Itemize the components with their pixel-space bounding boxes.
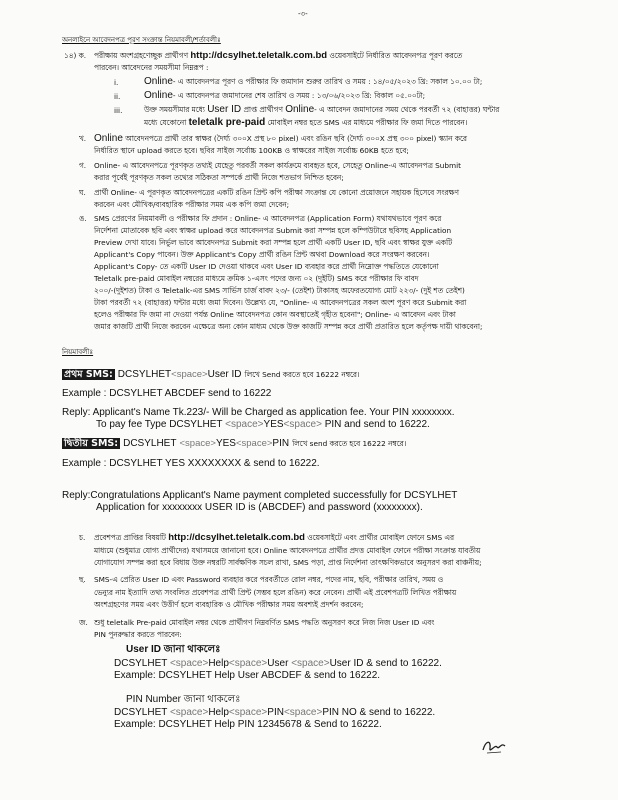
item-chha-line3: অংশগ্রহণের সময় এবং উত্তীর্ণ হলে ব্যবহারিক ও মৌখিক পরীক্ষার সময় অবশ্যই প্রদর্শন করবেন; (94, 600, 364, 609)
text: DCSYLHET (114, 707, 168, 718)
item-uma-line: জমার কাজটি প্রার্থী নিজে করবেন এক্ষেত্রে অন্য কোন মাধ্যম থেকে উক্ত কাজটি সম্পন্ন করে প্রার্থী প্রতারিত হলে কর্তৃপক্ষ দায়ী থাকবেনা; (94, 322, 483, 331)
text: পরীক্ষায় অংশগ্রহণেচ্ছুক প্রার্থীগণ (94, 51, 189, 60)
item-uma-line: হলেও পরীক্ষার ফি জমা না দেওয়া পর্যন্ত Online আবেদনপত্র কোন অবস্থাতেই গৃহীত হবেনা"; Online- এ আবেদন এবং টাকা (94, 310, 456, 319)
section-title: অনলাইনে আবেদনপত্র পূরণ সংক্রান্ত নিয়মাবলী/শর্তাবলীঃ (62, 36, 221, 44)
text: প্রাপ্ত প্রার্থীগণ (243, 105, 283, 114)
text: PIN (267, 707, 284, 718)
sms1-example: Example : DCSYLHET ABCDEF send to 16222 (62, 388, 272, 399)
page-number: -৩- (298, 10, 308, 18)
text: User (267, 658, 289, 669)
pin-example: Example: DCSYLHET Help PIN 12345678 & Send to 16222. (114, 719, 382, 730)
text: <space> (283, 707, 323, 718)
text: User ID (207, 104, 242, 115)
text: <space> (291, 658, 330, 669)
sms2-instruction (62, 437, 406, 450)
sub-iii-num: iii. (114, 106, 123, 115)
sms2-example: Example : DCSYLHET YES XXXXXXXX & send to 16222. (62, 458, 320, 469)
text: প্রবেশপত্র প্রাপ্তির বিষয়টি (94, 533, 166, 542)
item14-line2: পারবেন। আবেদনের সময়সীমা নিম্নরূপ : (94, 63, 209, 72)
text: PIN and send to 16222. (324, 419, 430, 430)
website-link[interactable]: http://dcsylhet.teletalk.com.bd (190, 50, 328, 61)
userid-known-heading: User ID জানা থাকলেঃ (126, 644, 221, 655)
text: Help (208, 707, 229, 718)
item-cha-line3: যোগাযোগ সম্পন্ন করা হবে বিধায় উক্ত নম্বরটি সার্বক্ষণিক সচল রাখা, SMS পড়া, প্রাপ্ত নির্দেশনা তাৎক্ষণিকভাবে অনুসরণ করা বাঞ্চনীয়; (94, 558, 482, 567)
item-cha-line2: মাধ্যমে (শুধুমাত্র যোগ্য প্রার্থীদের) যথাসময়ে জানানো হবে। Online আবেদনপত্রে প্রার্থীর প্রদত্ত মোবাইল ফোনে পরীক্ষা সংক্রান্ত যাবতীয় (94, 546, 481, 555)
item-number: ১৪) ক. (64, 51, 87, 60)
sub-i (144, 76, 482, 88)
sms2-tag: দ্বিতীয় SMS: (64, 438, 119, 449)
item-kha-line1 (94, 133, 467, 145)
item-uma-line: SMS প্রেরণের নিয়মাবলী ও পরীক্ষার ফি প্রদান : Online- এ আবেদনপত্র (Application Form) যথাযথভাবে পূরণ করে (94, 214, 442, 223)
text: <space> (235, 438, 273, 449)
text: YES (215, 438, 236, 449)
item14-line1 (94, 50, 462, 62)
text: Help (208, 658, 229, 669)
text: DCSYLHET (114, 658, 168, 669)
text: - এ আবেদন জমাদানের সময় থেকে পরবর্তী ৭২ (বাহাত্তর) ঘন্টার (314, 105, 500, 114)
item-uma-line: Applicant's Copy পাবেন। উক্ত Applicant's Copy প্রার্থী রঙিন প্রিন্ট অথবা Download করে সংরক্ষণ করবেন। (94, 250, 430, 259)
pin-known-heading: PIN Number জানা থাকলেঃ (126, 694, 241, 705)
text: YES (263, 419, 284, 430)
text: ওয়েবসাইটে নির্ধারিত আবেদনপত্র পূরণ করতে (329, 51, 463, 60)
sms1-reply-line2 (96, 419, 430, 431)
item-ga-line1: Online- এ আবেদনপত্রে পূরণকৃত তথ্যই যেহেতু পরবর্তী সকল কার্যক্রমে ব্যবহৃত হবে, সেহেতু Online-এ আবেদনপত্র Submit (94, 161, 462, 170)
item-cha-line1 (94, 532, 454, 544)
text: <space> (225, 419, 264, 430)
text: মোবাইল নম্বর হতে SMS এর মাধ্যমে পরীক্ষার ফি জমা দিতে পারবেন। (267, 118, 468, 127)
text: <space> (171, 369, 208, 380)
sms2-reply-line2: Application for xxxxxxxx USER ID is (ABCDEF) and password (xxxxxxxx). (96, 502, 423, 513)
text: PIN (272, 438, 290, 449)
text: <space> (169, 707, 209, 718)
sms2-reply: Reply:Congratulations Applicant's Name payment completed successfully for DCSYLHET (62, 490, 458, 501)
item-kha-num: খ. (79, 134, 87, 143)
text: DCSYLHET (123, 438, 177, 449)
sms1-instruction (62, 368, 360, 381)
website-link[interactable]: http://dcsylhet.teletalk.com.bd (168, 532, 305, 543)
item-uma-line: Applicant's Copy- তে একটি User ID দেওয়া থাকবে এবং User ID ব্যবহার করে প্রার্থী নিম্নোক্ত পদ্ধতিতে যেকোনো (94, 262, 439, 271)
text: - এ আবেদনপত্র জমাদানের শেষ তারিখ ও সময় : ১৩/০৬/২০২৩ খ্রি: বিকাল ০৫.০০টা; (172, 91, 426, 100)
text: Online (144, 76, 173, 87)
userid-command (114, 658, 442, 670)
item-uma-line: Preview দেখা যাবে। নির্ভুল ভাবে আবেদনপত্র Submit করা সম্পন্ন হলে প্রার্থী একটি User ID, ছবি এবং স্বাক্ষর যুক্ত একটি (94, 238, 453, 247)
sms1-tag: প্রথম SMS: (64, 369, 113, 380)
text: ওয়েবসাইটে এবং প্রার্থীর মোবাইল ফোনে SMS এর (307, 533, 455, 542)
text: - এ আবেদনপত্র পূরণ ও পরীক্ষার ফি জমাদান শুরুর তারিখ ও সময় : ১৪/০৫/২০২৩ খ্রি: সকাল ১০.০০ টা; (172, 77, 483, 86)
text: আবেদনপত্রে প্রার্থী তার স্বাক্ষর (দৈর্ঘ্য ৩০০X প্রস্থ ৮০ pixel) এবং রঙিন ছবি (দৈর্ঘ্য ৩০০X প্রস্থ ৩০০ pixel) স্ক্যান করে (125, 134, 467, 143)
item-ga-line2: করার পূর্বেই পূরণকৃত সকল তথ্যের সঠিকতা সম্পর্কে প্রার্থী নিজে শতভাগ নিশ্চিত হবেন; (94, 173, 344, 182)
text: Online (94, 133, 123, 144)
item-ja-line1: শুধু teletalk Pre-paid মোবাইল নম্বর থেকে প্রার্থীগণ নিম্নবর্ণিত SMS পদ্ধতি অনুসরণ করে নিজ নিজ User ID এবং (94, 618, 435, 627)
text: Online (285, 104, 315, 115)
item-ja-num: জ. (79, 618, 88, 627)
item-cha-num: চ. (79, 533, 86, 542)
signature (481, 738, 507, 756)
text: লিখে Send করতে হবে 16222 নম্বরে। (244, 370, 360, 379)
text: DCSYLHET (117, 369, 172, 380)
text: Online (144, 90, 173, 101)
text: teletalk pre-paid (188, 117, 266, 128)
sub-ii-num: ii. (114, 92, 121, 101)
text: <space> (283, 419, 322, 430)
item-chha-line1: SMS-এ প্রেরিত User ID এবং Password ব্যবহার করে পরবর্তীতে রোল নম্বর, পদের নাম, ছবি, পরীক্ষার তারিখ, সময় ও (94, 575, 444, 584)
item-kha-line2: নির্ধারিত স্থানে upload করতে হবে। ছবির সাইজ সর্বোচ্চ 100KB ও স্বাক্ষরের সাইজ সর্বোচ্চ 60KB হতে হবে; (94, 146, 409, 155)
text: <space> (228, 658, 268, 669)
item-uma-line: Teletalk pre-paid মোবাইল নম্বরের মাধ্যমে ক্রমিক ১-এসং পদের জন্য ০২ (দুইটি) SMS করে পরীক্ষার ফি বাবদ (94, 274, 419, 283)
item-chha-num: ছ. (79, 575, 86, 584)
pin-command (114, 707, 435, 719)
userid-example: Example: DCSYLHET Help User ABCDEF & send to 16222. (114, 670, 381, 681)
item-ja-line2: PIN পুনরুদ্ধার করতে পারবেন: (94, 630, 182, 639)
text: মধ্যে যেকোনো (144, 118, 187, 127)
item-ga-num: গ. (79, 161, 87, 170)
item-uma-line: ২০০/-(দুইশত) টাকা ও Teletalk-এর SMS সার্ভিস চার্জ বাবদ ২৩/- (তেইশ) টাকাসহ অফেরতযোগ্য মোট ২২৩/- (দুই শত তেইশ) (94, 286, 465, 295)
text: <space> (228, 707, 268, 718)
item-gha-line2: করবেন এবং মৌখিক/ব্যবহারিক পরীক্ষার সময় এক কপি জমা দেবেন; (94, 200, 290, 209)
item-gha-num: ঘ. (79, 188, 86, 197)
sub-i-num: i. (114, 78, 119, 87)
text: <space> (179, 438, 216, 449)
sms1-reply: Reply: Applicant's Name Tk.223/- Will be Charged as application fee. Your PIN xxxxxxxx. (62, 407, 455, 418)
item-gha-line1: প্রার্থী Online- এ পূরণকৃত আবেদনপত্রের একটি রঙিন প্রিন্ট কপি পরীক্ষা সংক্রান্ত যে কোনো প্রয়োজনে সহায়ক হিসেবে সংরক্ষণ (94, 188, 459, 197)
text: To pay fee Type DCSYLHET (96, 419, 223, 430)
item-uma-num: ঙ. (79, 214, 87, 223)
text: উক্ত সময়সীমার মধ্যে (144, 105, 205, 114)
text: User ID & send to 16222. (329, 658, 442, 669)
sub-iii-line2 (144, 117, 467, 129)
item-chha-line2: ভেন্যুর নাম ইত্যাদি তথ্য সংবলিত প্রবেশপত্র প্রার্থী প্রিন্ট (সম্ভব হলে রঙিন) করে নেবেন। প্রার্থী এই প্রবেশপত্রটি লিখিত পরীক্ষায় (94, 588, 457, 597)
text: লিখে send করতে হবে 16222 নম্বরে। (292, 439, 407, 448)
sub-iii-line1 (144, 104, 499, 116)
item-uma-line: নির্দেশনা মোতাবেক ছবি এবং স্বাক্ষর upload করে আবেদনপত্র Submit করা সম্পন্ন হলে কম্পিউটারে ছবিসহ Application (94, 226, 452, 235)
item-uma-line: টাকা পরবর্তী ৭২ (বাহাত্তর) ঘন্টার মধ্যে জমা দিবেন। উল্লেখ্য যে, "Online- এ আবেদনপত্রের সকল অংশ পূরণ করে Submit করা (94, 298, 467, 307)
rules-heading: নিয়মাবলীঃ (62, 348, 94, 356)
sub-ii (144, 90, 425, 102)
text: <space> (169, 658, 209, 669)
text: PIN NO & send to 16222. (322, 707, 436, 718)
text: User ID (207, 369, 242, 380)
